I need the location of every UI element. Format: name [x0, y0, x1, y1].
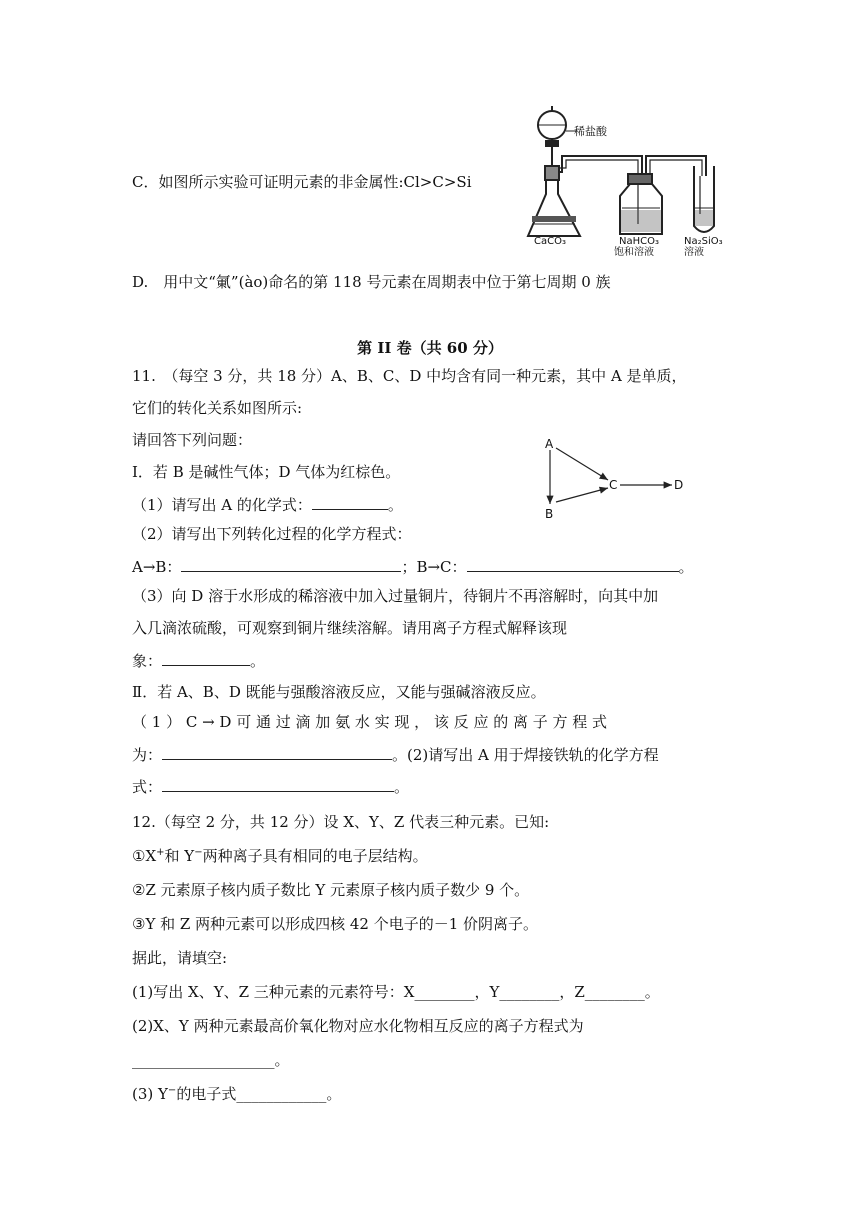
conversion-diagram [536, 436, 696, 522]
q12-2-rest: 两种离子具有相同的电子层结构。 [202, 847, 428, 865]
option-d: D. 用中文“氭”(ào)命名的第 118 号元素在周期表中位于第七周期 0 族 [132, 273, 611, 291]
q12-line2 [132, 846, 428, 866]
q12-3-prompt: (3) Y [132, 1085, 168, 1103]
q12-3-rest: 的电子式____________。 [176, 1085, 342, 1103]
q11-line2: 它们的转化关系如图所示: [132, 399, 303, 417]
q11-line13 [132, 744, 659, 765]
answer-blank-c-to-d[interactable] [162, 744, 392, 760]
answer-blank-b-to-c[interactable] [467, 556, 679, 572]
q12-line6: (1)写出 X、Y、Z 三种元素的元素符号：X________，Y________，Z________。 [132, 983, 660, 1001]
q11-ii-2-prompt: 。(2)请写出 A 用于焊接铁轨的化学方程 [392, 746, 659, 764]
q11-ii-2-label: 式： [132, 778, 163, 796]
q12-line9 [132, 1084, 341, 1104]
q12-line4: ③Y 和 Z 两种元素可以形成四核 42 个电子的－1 价阴离子。 [132, 915, 539, 933]
q11-3-prompt: 象： [132, 652, 163, 670]
apparatus-diagram [524, 96, 736, 246]
q11-ii-1-prompt: 为： [132, 746, 163, 764]
q11-line7 [132, 556, 694, 577]
apparatus-labels-row2 [600, 244, 740, 260]
option-c: C．如图所示实验可证明元素的非金属性:Cl>C>Si [132, 173, 472, 191]
q11-line1: 11. （每空 3 分，共 18 分）A、B、C、D 中均含有同一种元素，其中 A 是单质， [132, 367, 687, 385]
flask2-label-a: NaHCO₃ [619, 236, 659, 246]
q11-line10 [132, 650, 265, 671]
y-ion-charge: − [167, 1085, 177, 1096]
q11-line3: 请回答下列问题： [132, 431, 253, 449]
q11-line12: （ 1 ） C → D 可 通 过 滴 加 氨 水 实 现 ， 该 反 应 的 离 子 方 程 式 [132, 713, 608, 731]
q12-2-y: 和 Y [164, 847, 195, 865]
tube3-label-a: Na₂SiO₃ [684, 236, 723, 246]
a-to-b-label: A→B： [132, 558, 182, 576]
q11-line5 [132, 494, 403, 515]
node-a: A [545, 437, 554, 451]
q11-line9: 入几滴浓硫酸，可观察到铜片继续溶解。请用离子方程式解释该现 [132, 619, 568, 637]
q12-line7: (2)X、Y 两种元素最高价氧化物对应水化物相互反应的离子方程式为 [132, 1017, 584, 1035]
q11-ii-2-end: 。 [394, 778, 410, 796]
q12-2-x: ①X [132, 847, 157, 865]
q11-3-end: 。 [250, 652, 266, 670]
tube3-label-b: 溶液 [684, 247, 704, 258]
q11-1-prompt: （1）请写出 A 的化学式： [132, 496, 312, 514]
q12-line3: ②Z 元素原子核内质子数比 Y 元素原子核内质子数少 9 个。 [132, 881, 530, 899]
answer-blank-thermite[interactable] [162, 776, 394, 792]
answer-blank-a-to-b[interactable] [181, 556, 401, 572]
x-charge: + [156, 847, 165, 858]
y-charge: − [194, 847, 203, 858]
answer-blank-ionic-eq[interactable] [162, 650, 250, 666]
q11-line6: （2）请写出下列转化过程的化学方程式： [132, 525, 412, 543]
q12-line5: 据此，请填空: [132, 949, 228, 967]
answer-blank-a-formula[interactable] [312, 494, 388, 510]
q12-line8[interactable]: ___________________。 [132, 1051, 290, 1069]
q11-line11: Ⅱ．若 A、B、D 既能与强酸溶液反应，又能与强碱溶液反应。 [132, 683, 546, 701]
flask1-label: CaCO₃ [534, 236, 566, 246]
q11-2-end: 。 [678, 558, 694, 576]
section-title: 第 II 卷（共 60 分） [357, 339, 503, 357]
node-d: D [674, 478, 684, 492]
acid-label: 稀盐酸 [574, 125, 607, 138]
q11-line4: Ⅰ．若 B 是碱性气体；D 气体为红棕色。 [132, 463, 401, 481]
node-b: B [545, 507, 554, 521]
q12-line1: 12.（每空 2 分，共 12 分）设 X、Y、Z 代表三种元素。已知: [132, 813, 550, 831]
q11-line8: （3）向 D 溶于水形成的稀溶液中加入过量铜片，待铜片不再溶解时，向其中加 [132, 587, 659, 605]
node-c: C [609, 478, 618, 492]
q11-1-end: 。 [387, 496, 403, 514]
flask2-label-b: 饱和溶液 [614, 247, 654, 258]
q11-line14 [132, 776, 409, 797]
b-to-c-label: ；B→C： [401, 558, 467, 576]
